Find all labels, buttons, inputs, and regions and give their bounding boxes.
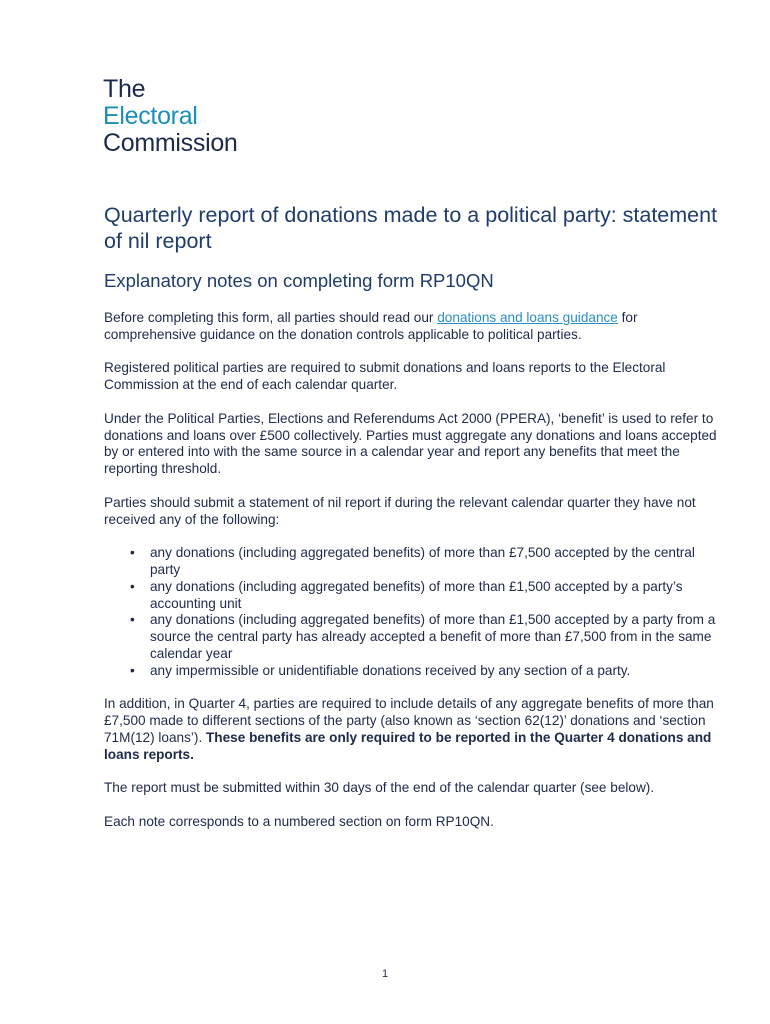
body-text (104, 310, 724, 848)
paragraph-quarter-4-text: In addition, in Quarter 4, parties are required to include details of any aggregate benefits of more than £7,500 made to different sections of the party (also known as ‘section 62(12)’ donations and ‘section 71M(12) loans’). (104, 696, 714, 745)
logo-line-the: The (103, 75, 146, 103)
list-item: • any donations (including aggregated benefits) of more than £7,500 accepted by the central party (150, 545, 724, 579)
conditions-list (104, 545, 724, 679)
section-heading: Explanatory notes on completing form RP10QN (104, 270, 494, 291)
logo-line-electoral: Electoral (103, 102, 198, 130)
page-title: Quarterly report of donations made to a political party: statement of nil report (104, 203, 718, 253)
electoral-commission-logo (103, 76, 238, 157)
paragraph-deadline: The report must be submitted within 30 days of the end of the calendar quarter (see below). (104, 780, 655, 796)
paragraph-nil-report: Parties should submit a statement of nil report if during the relevant calendar quarter they have not received any of the following: (104, 494, 696, 527)
page-number: 1 (381, 968, 389, 980)
paragraph-note-correspondence: Each note corresponds to a numbered section on form RP10QN. (104, 813, 494, 829)
paragraph-guidance-end: for comprehensive guidance on the donation controls applicable to political parties. (104, 310, 638, 342)
paragraph-quarterly-reports: Registered political parties are required to submit donations and loans reports to the Electoral Commission at the end of each calendar quarter. (104, 360, 666, 393)
paragraph-guidance-start: Before completing this form, all parties should read our (104, 310, 438, 325)
list-item: • any donations (including aggregated benefits) of more than £1,500 accepted by a party from a source the central party has already accepted a benefit of more than £7,500 from in the same calendar year (150, 612, 724, 662)
guidance-link[interactable]: donations and loans guidance (437, 310, 618, 325)
paragraph-quarter-4-emphasis: These benefits are only required to be reported in the Quarter 4 donations and loans reports. (104, 729, 712, 762)
paragraph-guidance (104, 310, 724, 344)
paragraph-quarter-4 (104, 696, 724, 763)
logo-line-commission: Commission (103, 129, 238, 157)
list-item: • any impermissible or unidentifiable donations received by any section of a party. (150, 663, 724, 680)
paragraph-benefit-definition: Under the Political Parties, Elections and Referendums Act 2000 (PPERA), ‘benefit’ is used to refer to donations and loans over £500 collectively. Parties must aggregate any donations and loans accepted by or entered into with the same source in a calendar year and report any benefits that meet the reporting threshold. (104, 410, 717, 477)
list-item: • any donations (including aggregated benefits) of more than £1,500 accepted by a party’s accounting unit (150, 579, 724, 613)
